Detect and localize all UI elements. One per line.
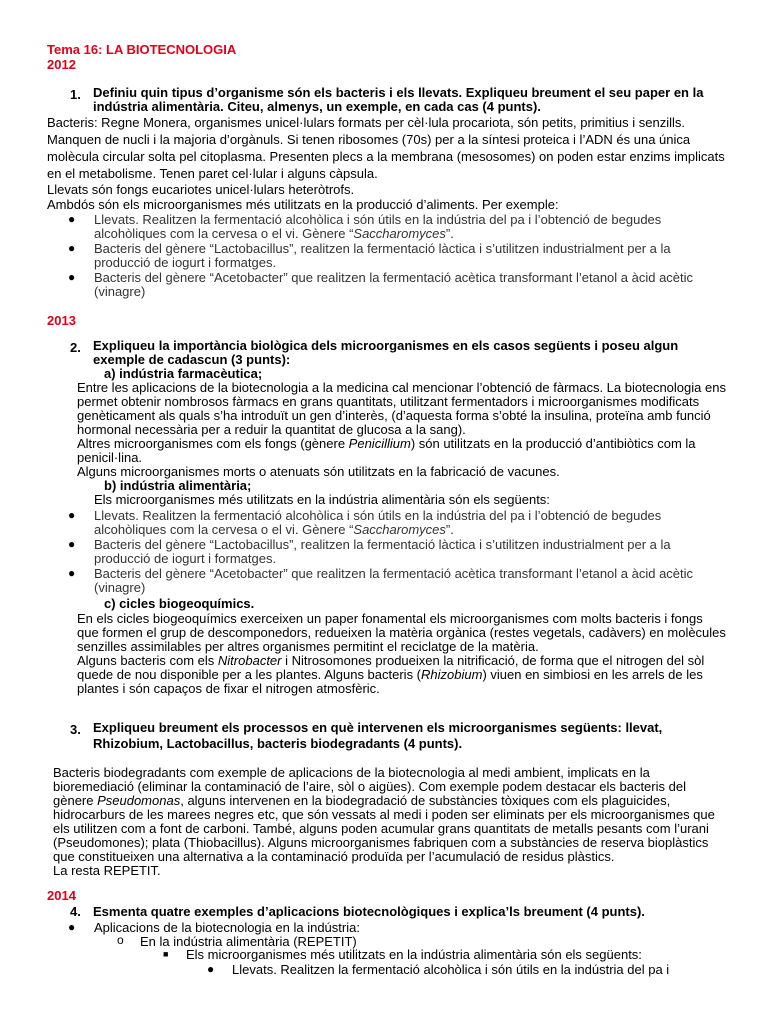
q1-number: 1. — [70, 87, 81, 102]
q3-question-line1: Expliqueu breument els processos en què intervenen els microorganismes següents: llevat, — [93, 720, 663, 735]
bullet-dot: ● — [68, 920, 76, 934]
q2-number: 2. — [70, 340, 81, 355]
q2-bullet2-line1: Bacteris del gènere “Lactobacillus”, realitzen la fermentació làctica i s’utilitzen industrialment per a la — [94, 537, 671, 552]
q2-a-line7: Alguns microorganismes morts o atenuats són utilitzats en la fabricació de vacunes. — [77, 464, 560, 479]
bullet-dot: ● — [68, 212, 76, 226]
q1-question-line1: Definiu quin tipus d’organisme són els bacteris i els llevats. Expliqueu breument el seu paper en la — [93, 85, 704, 100]
q2-a-line3: genèticament als quals s’ha introduït un gen d’interès, (d’aquesta forma s’obté la insulina, proteïna amb funció — [77, 408, 711, 423]
bullet-dot: ● — [68, 270, 76, 284]
q2-bullet1-line1: Llevats. Realitzen la fermentació alcohòlica i són útils en la indústria del pa i l’obtenció de begudes — [94, 508, 662, 523]
q4-number: 4. — [70, 904, 81, 919]
q3-answer-line7: que constitueixen una alternativa a la contaminació produïda per l’acumulació de residus plàstics. — [53, 849, 615, 864]
year-2012: 2012 — [47, 57, 76, 72]
q1-answer-line1: Bacteris: Regne Monera, organismes unicel·lulars formats per cèl·lula procariota, són petits, primitius i senzills. — [47, 115, 685, 130]
q2-c-line6: plantes i són capaços de fixar el nitrogen atmosfèric. — [77, 681, 380, 696]
q1-bullet3-line1: Bacteris del gènere “Acetobacter” que realitzen la fermentació acètica transformant l’etanol a àcid acètic — [94, 270, 694, 285]
q4-list-line4: Llevats. Realitzen la fermentació alcohòlica i són útils en la indústria del pa i — [232, 962, 670, 977]
q2-b-intro: Els microorganismes més utilitzats en la indústria alimentària són els següents: — [94, 492, 550, 507]
q1-bullet3-line2: (vinagre) — [94, 284, 146, 299]
q2-c-line4: Alguns bacteris com els Nitrobacter i Nitrosomones produeixen la nitrificació, de forma que el nitrogen del sòl — [77, 653, 705, 668]
q1-bullet2-line1: Bacteris del gènere “Lactobacillus”, realitzen la fermentació làctica i s’utilitzen industrialment per a la — [94, 241, 671, 256]
q1-answer-line2: Manquen de nucli i la majoria d’orgànuls. Si tenen ribosomes (70s) per a la síntesi proteica i l’ADN és una única — [47, 132, 691, 147]
q1-bullet1-line1: Llevats. Realitzen la fermentació alcohòlica i són útils en la indústria del pa i l’obtenció de begudes — [94, 212, 662, 227]
bullet-dot: ● — [68, 566, 76, 580]
q4-question: Esmenta quatre exemples d’aplicacions biotecnològiques i explica’ls breument (4 punts). — [93, 904, 645, 919]
bullet-dot: ● — [68, 241, 76, 255]
q2-c-line2: que formen el grup de descomponedors, redueixen la matèria orgànica (restes vegetals, cadàvers) en molècules — [77, 625, 726, 640]
q2-bullet3-line2: (vinagre) — [94, 580, 146, 595]
document-title: Tema 16: LA BIOTECNOLOGIA — [47, 42, 237, 57]
year-2014: 2014 — [47, 888, 76, 903]
q2-question-line2: exemple de cadascun (3 punts): — [93, 352, 291, 367]
q3-number: 3. — [70, 722, 81, 737]
q2-a-line1: Entre les aplicacions de la biotecnologia a la medicina cal mencionar l’obtenció de fàrmacs. La biotecnologia ens — [77, 380, 726, 395]
q1-bullet2-line2: producció de iogurt i formatges. — [94, 255, 277, 270]
q3-answer-line8: La resta REPETIT. — [53, 863, 161, 878]
q2-c-label: c) cicles biogeoquímics. — [104, 596, 255, 611]
q1-answer-line5: Llevats són fongs eucariotes unicel·lulars heteròtrofs. — [47, 182, 355, 197]
q2-c-line3: senzilles assimilables per altres organismes permitint el reciclatge de la matèria. — [77, 639, 539, 654]
q1-question-line2: indústria alimentària. Citeu, almenys, un exemple, en cada cas (4 punts). — [93, 99, 541, 114]
bullet-dot: ● — [68, 537, 76, 551]
q2-a-line5: Altres microorganismes com els fongs (gènere Penicillium) són utilitzats en la producció d’antibiòtics com la — [77, 436, 696, 451]
q3-question-line2: Rhizobium, Lactobacillus, bacteris biodegradants (4 punts). — [93, 736, 463, 751]
q2-question-line1: Expliqueu la importància biològica dels microorganismes en els casos següents i poseu algun — [93, 338, 679, 353]
q3-answer-line6: (Pseudomones); plata (Thiobacillus). Alguns microorganismes fabriquen com a substàncies de reserva bioplàstics — [53, 835, 709, 850]
bullet-square: ■ — [163, 949, 169, 959]
q2-c-line1: En els cicles biogeoquímics exerceixen un paper fonamental els microorganismes com molts bacteris i fongs — [77, 611, 703, 626]
q2-a-line4: hormonal necessària per a reduir la quantitat de glucosa a la sang). — [77, 422, 466, 437]
q4-list-line3: Els microorganismes més utilitzats en la indústria alimentària són els següents: — [186, 947, 642, 962]
q1-answer-line6: Ambdós són els microorganismes més utilitzats en la producció d’aliments. Per exemple: — [47, 197, 559, 212]
q2-bullet1-line2: alcohòliques com la cervesa o el vi. Gènere “Saccharomyces”. — [94, 522, 454, 537]
q3-answer-line5: els utilitzen com a font de carboni. També, alguns poden acumular grans quantitats de metalls pesants com l’urani — [53, 821, 709, 836]
q4-list-line2: En la indústria alimentària (REPETIT) — [140, 934, 357, 949]
q1-answer-line3: molècula circular solta pel citoplasma. Presenten plecs a la membrana (mesosomes) on poden estar enzims implicats — [47, 149, 725, 164]
q1-bullet1-line2: alcohòliques com la cervesa o el vi. Gènere “Saccharomyces”. — [94, 226, 454, 241]
q2-bullet3-line1: Bacteris del gènere “Acetobacter” que realitzen la fermentació acètica transformant l’etanol a àcid acètic — [94, 566, 694, 581]
bullet-dot: ● — [68, 508, 76, 522]
q3-answer-line1: Bacteris biodegradants com exemple de aplicacions de la biotecnologia al medi ambient, implicats en la — [53, 765, 650, 780]
q2-bullet2-line2: producció de iogurt i formatges. — [94, 551, 277, 566]
q2-b-label: b) indústria alimentària; — [104, 478, 252, 493]
q1-answer-line4: en el metabolisme. Tenen paret cel·lular i alguns càpsula. — [47, 166, 378, 181]
q3-answer-line3: gènere Pseudomonas, alguns intervenen en la biodegradació de substàncies tòxiques com els plaguicides, — [53, 793, 671, 808]
q3-answer-line2: bioremediació (eliminar la contaminació de l’aire, sòl o aigües). Com exemple podem destacar els bacteris del — [53, 779, 686, 794]
q2-a-line6: penicil·lina. — [77, 450, 143, 465]
q3-answer-line4: hidrocarburs de les marees negres etc, que són vessats al medi i poden ser eliminats per els microorganismes que — [53, 807, 715, 822]
bullet-circle: o — [117, 933, 124, 947]
q2-a-line2: permet obtenir nombrosos fàrmacs en grans quantitats, utilitzant fermentadors i microorganismes modificats — [77, 394, 700, 409]
bullet-dot: ● — [207, 962, 215, 976]
q4-list-line1: Aplicacions de la biotecnologia en la indústria: — [94, 920, 360, 935]
q2-c-line5: quede de nou disponible per a les plantes. Alguns bacteris (Rhizobium) viuen en simbiosi en les arrels de les — [77, 667, 703, 682]
year-2013: 2013 — [47, 313, 76, 328]
q2-a-label: a) indústria farmacèutica; — [104, 366, 263, 381]
